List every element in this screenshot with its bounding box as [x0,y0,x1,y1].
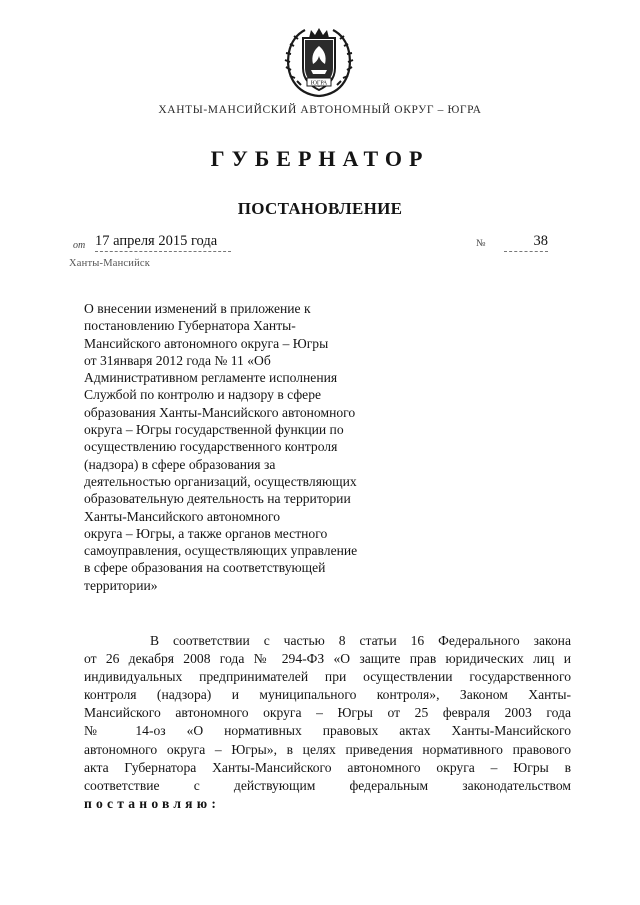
body-line: В соответствии с частью 8 статьи 16 Федерального закона [150,633,571,648]
title-line: О внесении изменений в приложение к [84,301,311,316]
body-line: соответствие с действующим федеральным законодательством [84,777,571,793]
title-line: образования Ханты-Мансийского автономного [84,404,356,420]
decree-heading: ПОСТАНОВЛЕНИЕ [237,199,403,218]
date-prefix: от [73,240,86,251]
number-prefix: № [476,238,486,249]
region-name: ХАНТЫ-МАНСИЙСКИЙ АВТОНОМНЫЙ ОКРУГ – ЮГРА [158,104,482,116]
title-line: округа – Югры государственной функции по [84,422,344,438]
coat-of-arms-icon [281,24,357,100]
title-line: самоуправления, осуществляющих управление [84,543,358,559]
resolve-keyword: постановляю: [84,795,221,811]
decree-date: 17 апреля 2015 года [95,233,231,252]
decree-title [84,300,404,594]
governor-heading: ГУБЕРНАТОР [210,146,430,171]
title-line: округа – Югры, а также органов местного [84,525,328,541]
body-line: индивидуальных предпринимателей при осуществлении государственного [84,669,571,685]
title-line: деятельностью организаций, осуществляющих [84,473,357,489]
title-line: в сфере образования на соответствующей [84,560,326,576]
body-line: Мансийского автономного округа – Югры от 25 февраля 2003 года [84,705,571,721]
emblem-ribbon-text: ЮГРА [310,80,328,87]
body-line: № 14-оз «О нормативных правовых актах Ханты-Мансийского [84,723,571,739]
title-line: осуществлению государственного контроля [84,439,338,455]
body-line: контроля (надзора) и муниципального контроля», Законом Ханты- [84,687,571,703]
city-name: Ханты-Мансийск [69,258,151,269]
title-line: территории» [84,577,158,593]
title-line: (надзора) в сфере образования за [84,456,276,472]
body-line: автономного округа – Югры», в целях приведения нормативного правового [84,741,571,757]
body-line: акта Губернатора Ханты-Мансийского автономного округа – Югры в [84,759,571,775]
title-line: Мансийского автономного округа – Югры [84,335,329,351]
title-line: постановлению Губернатора Ханты- [84,318,296,334]
title-line: от 31января 2012 года № 11 «Об [84,352,271,368]
decree-number: 38 [504,233,548,252]
title-line: Административном регламенте исполнения [84,370,338,386]
title-line: образовательную деятельность на территории [84,491,351,507]
title-line: Ханты-Мансийского автономного [84,508,281,524]
decree-body [84,632,571,813]
title-line: Службой по контролю и надзору в сфере [84,387,322,403]
body-line: от 26 декабря 2008 года № 294-ФЗ «О защите прав юридических лиц и [84,651,571,667]
